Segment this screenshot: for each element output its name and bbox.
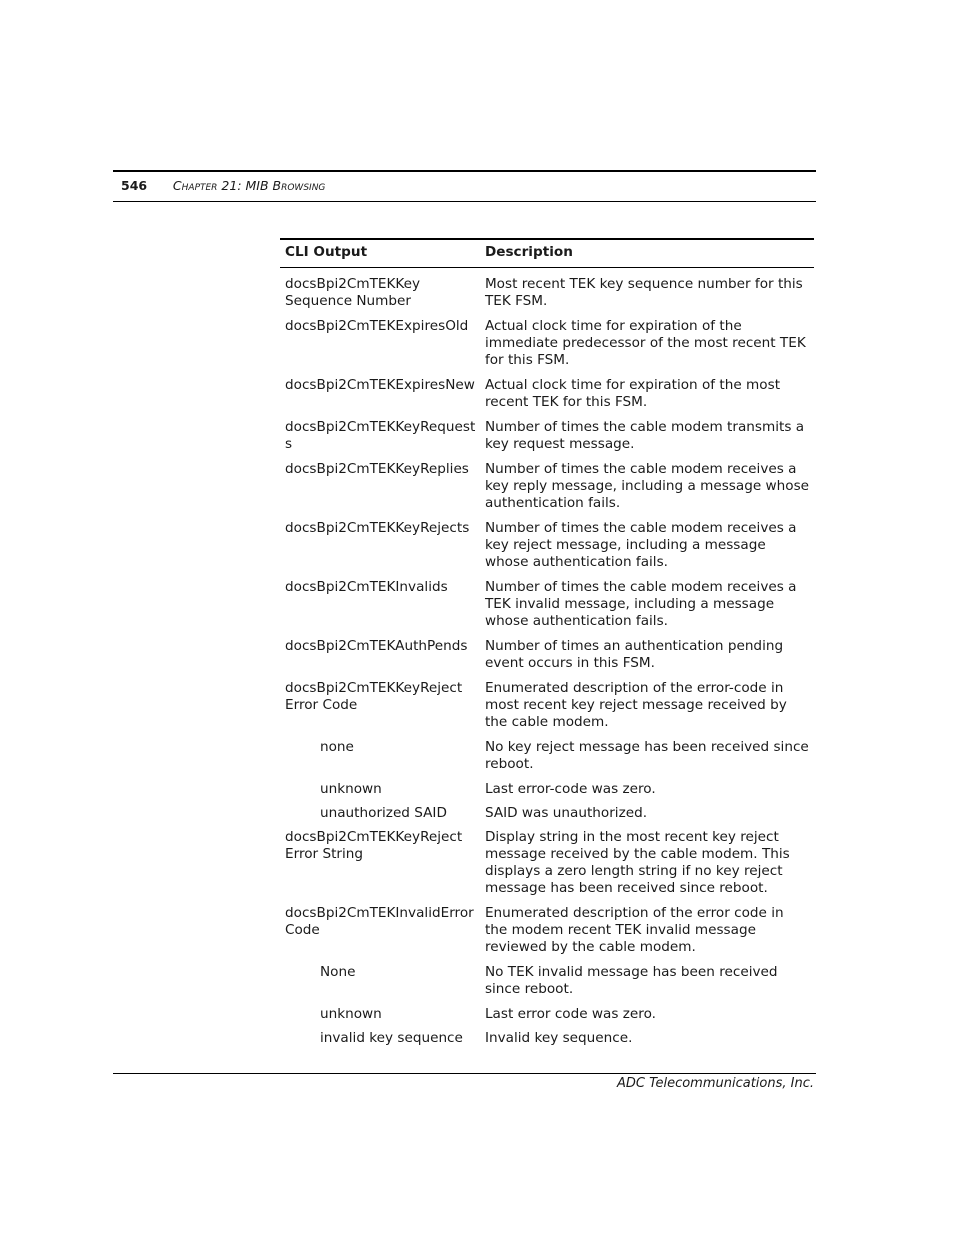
cli-output-cell: docsBpi2CmTEKInvalidError Code	[285, 905, 474, 938]
cli-output-cell: docsBpi2CmTEKExpiresOld	[285, 318, 469, 334]
description-cell: Number of times the cable modem receives a key reply message, including a message whose authentication fails.	[484, 461, 810, 511]
table-row	[280, 419, 814, 461]
cli-output-cell: docsBpi2CmTEKKeyRequests	[285, 419, 476, 452]
description-cell: Enumerated description of the error-code in most recent key reject message received by the cable modem.	[484, 680, 787, 730]
mib-output-table	[280, 238, 814, 1054]
cli-output-cell: docsBpi2CmTEKAuthPends	[285, 638, 468, 654]
cli-output-cell: docsBpi2CmTEKKeyReject Error Code	[285, 680, 463, 713]
table-row	[280, 829, 814, 905]
table-row	[280, 805, 814, 829]
description-cell: Number of times the cable modem receives a TEK invalid message, including a message whose authentication fails.	[484, 579, 797, 629]
footer-rule	[113, 1073, 816, 1074]
table-row	[280, 905, 814, 964]
table-row	[280, 579, 814, 638]
cli-output-cell: docsBpi2CmTEKKeyReject Error String	[285, 829, 463, 862]
description-cell: Actual clock time for expiration of the most recent TEK for this FSM.	[484, 377, 781, 410]
table-row	[280, 520, 814, 579]
description-cell: Display string in the most recent key reject message received by the cable modem. This displays a zero length string if no key reject message has been received since reboot.	[484, 829, 790, 896]
cli-output-cell: docsBpi2CmTEKKeyRejects	[285, 520, 470, 536]
cli-output-cell: docsBpi2CmTEKKey Sequence Number	[285, 276, 421, 309]
cli-output-value-cell: unknown	[320, 781, 382, 797]
description-cell: Invalid key sequence.	[484, 1030, 633, 1046]
column-header-cli-output: CLI Output	[280, 239, 480, 268]
description-cell: Number of times the cable modem receives a key reject message, including a message whose authentication fails.	[484, 520, 797, 570]
page-number: 546	[121, 178, 148, 193]
column-header-description: Description	[480, 239, 814, 268]
cli-output-value-cell: unknown	[320, 1006, 382, 1022]
description-cell: Enumerated description of the error code in the modem recent TEK invalid message reviewed by the cable modem.	[484, 905, 784, 955]
running-header	[121, 178, 325, 194]
table-row	[280, 268, 814, 319]
cli-output-cell: docsBpi2CmTEKExpiresNew	[285, 377, 475, 393]
table-row	[280, 318, 814, 377]
header-top-rule	[113, 170, 816, 172]
footer-company: ADC Telecommunications, Inc.	[617, 1076, 814, 1091]
description-cell: No TEK invalid message has been received since reboot.	[484, 964, 778, 997]
cli-output-cell: docsBpi2CmTEKKeyReplies	[285, 461, 469, 477]
description-cell: Number of times an authentication pending event occurs in this FSM.	[484, 638, 784, 671]
cli-output-cell: docsBpi2CmTEKInvalids	[285, 579, 448, 595]
table-row	[280, 964, 814, 1006]
cli-output-value-cell: invalid key sequence	[320, 1030, 463, 1046]
description-cell: Last error code was zero.	[484, 1006, 656, 1022]
table-row	[280, 377, 814, 419]
table-row	[280, 1030, 814, 1054]
description-cell: Actual clock time for expiration of the immediate predecessor of the most recent TEK for this FSM.	[484, 318, 806, 368]
description-cell: Most recent TEK key sequence number for this TEK FSM.	[484, 276, 803, 309]
table-header-row	[280, 239, 814, 268]
description-cell: Last error-code was zero.	[484, 781, 656, 797]
table-row	[280, 1006, 814, 1030]
table-row	[280, 781, 814, 805]
header-bottom-rule	[113, 201, 816, 202]
cli-output-value-cell: unauthorized SAID	[320, 805, 447, 821]
description-cell: No key reject message has been received since reboot.	[484, 739, 809, 772]
description-cell: SAID was unauthorized.	[484, 805, 648, 821]
table-row	[280, 638, 814, 680]
cli-output-value-cell: None	[320, 964, 356, 980]
chapter-title: Chapter 21: MIB Browsing	[172, 178, 326, 193]
table-row	[280, 461, 814, 520]
table-row	[280, 739, 814, 781]
table-row	[280, 680, 814, 739]
description-cell: Number of times the cable modem transmits a key request message.	[484, 419, 805, 452]
cli-output-value-cell: none	[320, 739, 354, 755]
